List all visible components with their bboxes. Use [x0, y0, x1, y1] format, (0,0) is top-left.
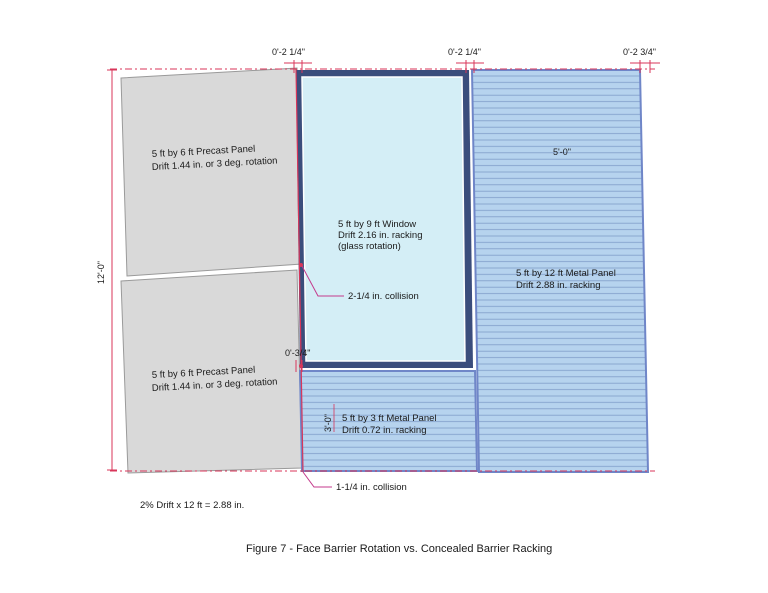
window-line2: Drift 2.16 in. racking	[338, 230, 423, 241]
precast-lower-line2: Drift 1.44 in. or 3 deg. rotation	[151, 376, 278, 394]
window-line3: (glass rotation)	[338, 241, 401, 252]
window-line1: 5 ft by 9 ft Window	[338, 219, 417, 230]
dim-metal-width: 5'-0"	[553, 147, 571, 157]
drift-formula: 2% Drift x 12 ft = 2.88 in.	[140, 500, 245, 511]
dim-top-mid: 0'-2 1/4"	[448, 47, 481, 57]
metal-small-line1: 5 ft by 3 ft Metal Panel	[342, 413, 437, 424]
dim-top-left: 0'-2 1/4"	[272, 47, 305, 57]
collision-lower-leader	[303, 472, 332, 487]
precast-upper-line1: 5 ft by 6 ft Precast Panel	[151, 143, 256, 160]
collision-upper-label: 2-1/4 in. collision	[348, 291, 419, 302]
precast-upper-line2: Drift 1.44 in. or 3 deg. rotation	[151, 155, 278, 173]
dim-overall-height: 12'-0"	[96, 261, 106, 284]
metal-large-line1: 5 ft by 12 ft Metal Panel	[516, 268, 616, 279]
metal-large-line2: Drift 2.88 in. racking	[516, 280, 601, 291]
figure-caption: Figure 7 - Face Barrier Rotation vs. Concealed Barrier Racking	[246, 543, 553, 555]
metal-small-line2: Drift 0.72 in. racking	[342, 425, 427, 436]
height-dimension-line	[107, 70, 117, 470]
dim-mid-left: 0'-3/4"	[285, 348, 311, 358]
collision-lower-label: 1-1/4 in. collision	[336, 482, 407, 493]
precast-panel-upper	[121, 68, 302, 276]
dim-top-right: 0'-2 3/4"	[623, 47, 656, 57]
dim-small-height: 3'-0"	[323, 414, 333, 432]
precast-lower-line1: 5 ft by 6 ft Precast Panel	[151, 364, 256, 381]
